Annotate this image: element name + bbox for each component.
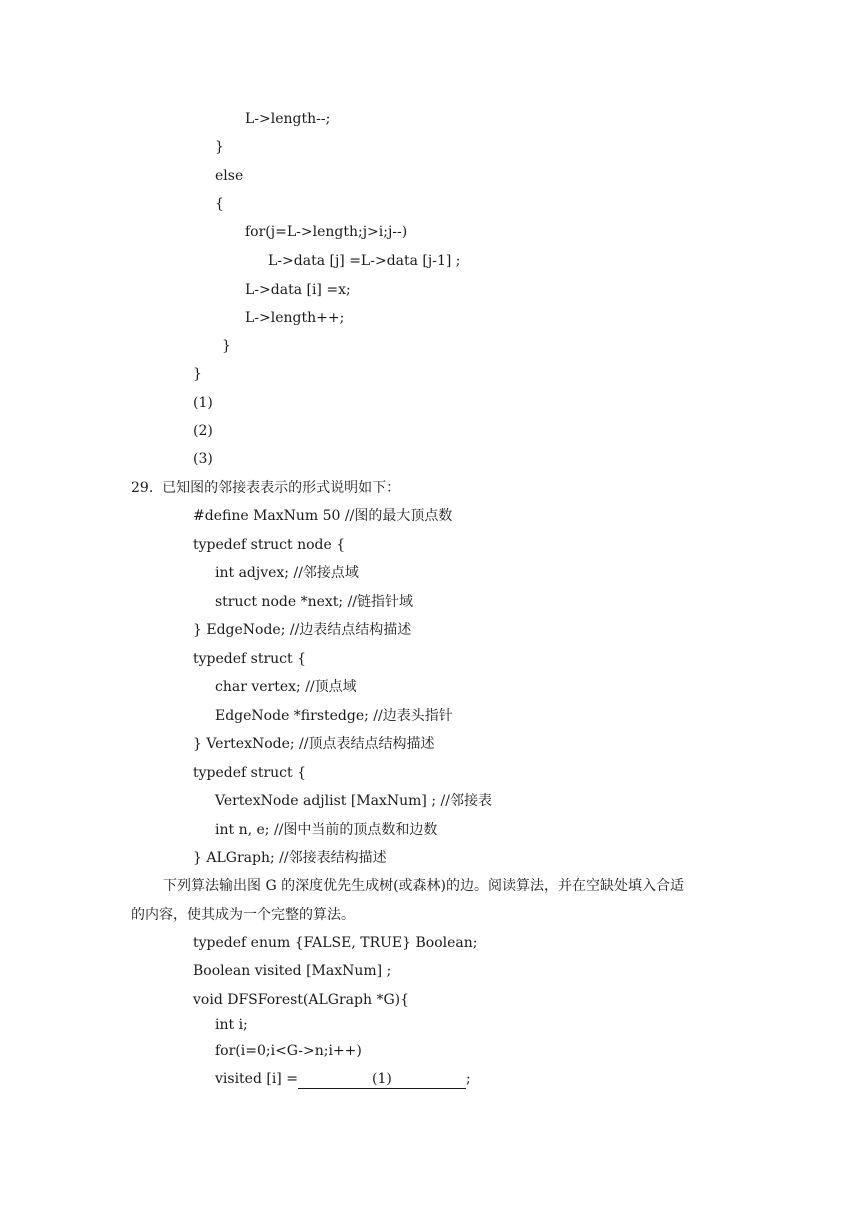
code-line: for(i=0;i<G->n;i++) <box>215 1043 362 1059</box>
code-line: L->length++; <box>245 310 345 326</box>
code-line: Boolean visited [MaxNum] ; <box>193 963 392 979</box>
code-line: int n, e; //图中当前的顶点数和边数 <box>215 822 438 838</box>
code-line: } EdgeNode; //边表结点结构描述 <box>193 622 412 638</box>
code-line-with-blank <box>215 1069 471 1089</box>
answer-label: (1) <box>193 395 213 411</box>
code-line: struct node *next; //链指针域 <box>215 594 414 610</box>
code-line: int adjvex; //邻接点域 <box>215 565 359 581</box>
code-line: { <box>215 196 224 212</box>
question-description: 的内容，使其成为一个完整的算法。 <box>131 907 355 923</box>
code-line: } ALGraph; //邻接表结构描述 <box>193 850 387 866</box>
code-line: EdgeNode *firstedge; //边表头指针 <box>215 708 453 724</box>
code-line: void DFSForest(ALGraph *G){ <box>193 992 409 1008</box>
answer-blank: (1) <box>298 1070 466 1089</box>
code-line: } <box>193 366 202 382</box>
question-title: 29. 已知图的邻接表表示的形式说明如下： <box>131 480 401 496</box>
code-line: typedef struct { <box>193 765 307 781</box>
code-line: int i; <box>215 1017 248 1033</box>
code-line: VertexNode adjlist [MaxNum] ; //邻接表 <box>215 793 492 809</box>
question-description: 下列算法输出图 G 的深度优先生成树(或森林)的边。阅读算法，并在空缺处填入合适 <box>163 878 685 894</box>
code-line: } VertexNode; //顶点表结点结构描述 <box>193 736 435 752</box>
code-line: typedef struct { <box>193 651 307 667</box>
code-line: char vertex; //顶点域 <box>215 679 357 695</box>
code-line: L->data [i] =x; <box>245 282 351 298</box>
code-line: typedef enum {FALSE, TRUE} Boolean; <box>193 935 478 951</box>
code-line: #define MaxNum 50 //图的最大顶点数 <box>193 508 453 524</box>
code-line: typedef struct node { <box>193 537 346 553</box>
answer-label: (3) <box>193 451 213 467</box>
code-line: else <box>215 168 244 184</box>
code-line: L->length--; <box>245 111 331 127</box>
code-line: for(j=L->length;j>i;j--) <box>245 224 408 240</box>
code-text: ; <box>465 1071 471 1087</box>
code-line: L->data [j] =L->data [j-1] ; <box>268 253 461 269</box>
code-line: } <box>215 139 224 155</box>
code-text: visited [i] = <box>215 1071 298 1087</box>
code-line: } <box>222 338 231 354</box>
answer-label: (2) <box>193 423 213 439</box>
